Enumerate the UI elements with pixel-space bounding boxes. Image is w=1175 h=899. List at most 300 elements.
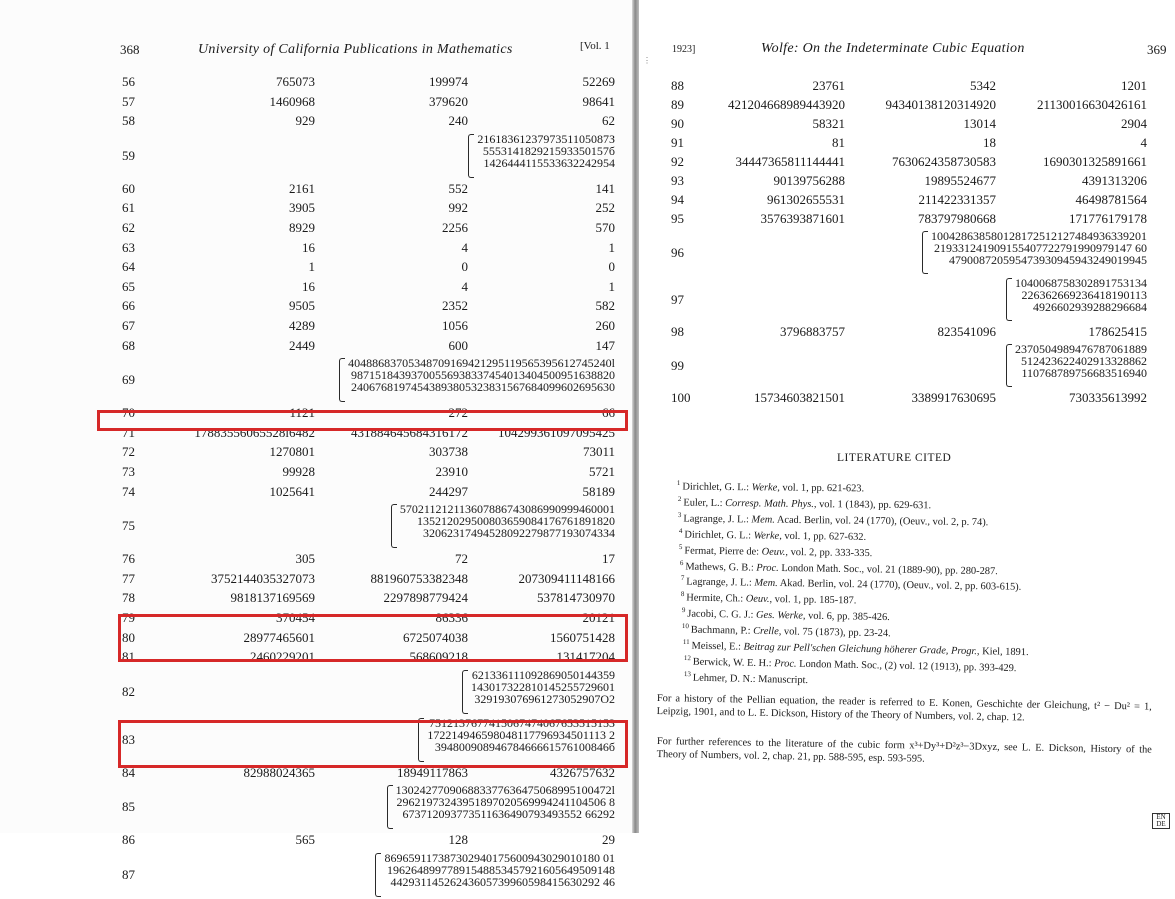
row-number: 57 [122,93,135,109]
value-line: 570211212113607886743086990999460001 [399,502,615,517]
reference-title: Oeuv. [745,593,770,606]
value-a: 99928 [282,464,315,479]
value-a: 421204668989443920 [728,97,845,112]
table-row [0,463,632,483]
row-number: 61 [122,200,135,216]
value-c: 2904 [1121,116,1147,131]
table-row [639,389,1175,408]
right-running-title: Wolfe: On the Indeterminate Cubic Equation [761,41,1025,56]
value-c: 62 [602,113,615,129]
reference-details: , vol. 2, pp. 333-335. [785,546,873,559]
value-c: 570 [595,220,615,235]
value-b: 1056 [442,318,468,333]
value-c: 582 [595,298,615,314]
reference-details: , vol. 75 (1873), pp. 23-24. [779,626,892,640]
row-number: 94 [671,192,684,207]
value-b: 568609218 [409,649,468,665]
table-row [0,93,632,113]
value-line: 44293114526243605739960598415630292 46 [390,875,615,889]
reference-author: Lagrange, J. L.: [685,576,755,590]
value-b: 244297 [429,483,468,499]
table-row [0,424,632,444]
value-a: 3576393871601 [760,211,845,226]
value-a: 1 [308,259,315,275]
reference-number: 8 [681,590,685,599]
table-row [639,342,1175,389]
value-b: 6725074038 [403,629,468,645]
value-line: 29621973243951897020569994241104506 8 [396,795,615,810]
value-c: 4326757632 [550,764,615,780]
value-b: 2352 [442,298,468,314]
value-line: 320623174945280922798771930743З4 [422,526,615,541]
value-a: 9818137169569 [230,590,315,606]
value-b: 600 [448,337,468,353]
value-a: 28977465601 [243,629,315,645]
table-row [0,550,632,570]
reference-details: Akad. Berlin, vol. 24 (1770), (Oeuv., vol. 2, pp. 603-615). [777,578,1021,594]
value-line: 555314182921593350157б [482,143,615,158]
row-number: 74 [122,483,135,499]
value-c: 20121 [582,610,615,625]
row-number: 79 [122,610,135,625]
reference-number: 1 [676,478,681,488]
reference-author: Dirichlet, G. L.: [684,529,754,542]
value-a: 90139756288 [773,173,845,188]
value-c: 52269 [582,74,615,89]
value-line: 1426444115533632242954 [483,155,615,170]
table-row [0,589,632,609]
reference-details: , Kiel, 1891. [976,646,1029,659]
value-a: 1025641 [269,483,315,499]
row-number: 92 [671,154,684,169]
value-c: 104299361097095425 [498,424,615,440]
note-pellian-history: For a history of the Pellian equation, the reader is referred to E. Konen, Geschichte der Gleichung, t² − Du² = 1, Leipzig, 1901, and to L. E. Dickson, History of the Theory of Numbers, vol. 2, chap. 12. [656,693,1152,723]
value-c: 1 [608,278,615,294]
reference-number: 10 [682,622,690,631]
row-number: 75 [122,518,135,534]
reference-number: 6 [679,558,684,567]
value-a: 15734603821501 [754,390,845,405]
table-row [0,764,632,784]
row-number: 68 [122,337,135,353]
value-line: 2370504989476787061889 [1015,342,1147,356]
value-line: 621336111092869050144359 [471,667,615,682]
row-number: 100 [671,390,691,405]
multi-line-value [1015,343,1147,379]
value-c: 537814730970 [537,590,615,606]
value-b: 5342 [970,78,996,93]
row-number: 93 [671,173,684,188]
value-a: 1460968 [269,93,315,109]
row-number: 71 [122,424,135,440]
value-line: 479008720595473930945943249019945 [949,253,1147,267]
reference-title: Proc. [756,562,779,574]
value-b: 4 [461,278,468,294]
value-line: 219331241909155407722791990979147 60 [934,241,1147,255]
brace-mark [462,670,468,714]
row-number: 97 [671,291,684,307]
value-a: 1270801 [269,444,315,460]
reference-title: Ges. Werke [755,609,803,622]
value-line: 130242770906883377636475068995100472l [395,783,615,798]
value-c: 207309411148166 [518,570,615,586]
brace-mark [1006,278,1012,321]
table-row [639,134,1175,153]
value-c: 260 [595,318,615,333]
value-a: 81 [832,135,845,150]
value-c: 17 [602,551,615,567]
reference-author: Fermat, Pierre de: [684,545,763,558]
table-row [0,258,632,278]
value-c: 66 [602,405,615,421]
brace-mark [375,853,381,897]
reference-details: Manuscript. [758,673,809,686]
row-number: 87 [122,867,135,882]
row-number: 69 [122,372,135,388]
table-row [639,323,1175,342]
value-b: 0 [461,259,468,275]
value-line: 98715184393700556938337454013404500951638820 [351,368,615,383]
reference-details: , vol. 6, pp. 385-426. [802,610,890,624]
value-c: 29 [602,832,615,848]
table-row [0,783,632,831]
note-cubic-form: For further references to the literature of the cubic form x³+Dy³+D²z³−3Dxyz, see L. E. Dickson, History of the Theory of Numbers, vol. 2, chap. 21, pp. 588-595, esp. 593-595. [656,736,1152,765]
value-a: 9505 [289,298,315,314]
reference-number: 11 [682,637,690,647]
row-number: 73 [122,464,135,479]
value-c: 98641 [582,93,615,109]
table-row [0,219,632,239]
row-number: 81 [122,649,135,665]
value-a: 370454 [276,610,315,625]
value-c: 178625415 [1088,324,1147,339]
value-b: 2297898779424 [383,590,468,606]
bleed-marks: ⋮ [643,56,651,65]
value-line: 100428638580128172512127484936339201 [931,229,1147,243]
reference-author: Euler, L.: [682,497,725,509]
value-a: 961302655531 [767,192,845,207]
reference-title: Mem. [753,578,778,590]
value-line: 110768789756683516940 [1021,366,1147,380]
value-a: 3752144035327073 [211,570,315,586]
value-b: 13014 [963,116,996,131]
table-row [0,132,632,180]
volume-label: [Vol. 1 [580,40,610,52]
value-a: 565 [295,832,315,848]
value-b: 18 [983,135,996,150]
row-number: 56 [122,74,135,89]
reference-number: 7 [680,574,685,583]
value-b: 128 [448,832,468,848]
value-c: 21130016630426161 [1036,97,1147,112]
table-row [0,317,632,337]
reference-number: 9 [681,606,686,615]
row-number: 85 [122,799,135,815]
brace-mark [922,231,928,274]
brace-mark [1006,344,1012,387]
table-row [0,629,632,649]
value-line: 39480090894678466661576100846б [434,739,615,754]
table-row [0,180,632,200]
row-number: 76 [122,551,135,567]
value-b: 2256 [442,220,468,235]
row-number: 95 [671,211,684,226]
table-row [0,831,632,851]
reference-author: Bachmann, P.: [691,624,754,637]
reference-details: , vol. 1, pp. 627-632. [778,530,866,543]
value-a: 2449 [289,337,315,353]
reference-number: 5 [679,542,683,551]
multi-line-value [348,357,615,393]
table-row [639,210,1175,229]
reference-number: 13 [683,669,692,678]
row-number: 78 [122,590,135,606]
value-line: 40488683705348709169421295119565395612745240l [348,356,615,371]
table-row [0,502,632,550]
row-number: 62 [122,220,135,235]
row-number: 83 [122,731,135,747]
value-b: 3389917630695 [911,390,996,405]
value-a: 765073 [276,74,315,89]
value-c: 46498781564 [1075,192,1147,207]
row-number: 66 [122,298,135,314]
row-number: 91 [671,135,684,150]
literature-heading: LITERATURE CITED [837,452,952,464]
brace-mark [391,504,397,548]
value-line: 1040068758302891753134 [1015,276,1147,290]
multi-line-value [400,503,615,539]
multi-line-value [1015,277,1147,313]
left-running-title: University of California Publications in Mathematics [198,42,513,57]
value-c: 1560751428 [550,629,615,645]
table-row [0,278,632,298]
value-line: 329193076961273052907O2 [474,691,615,706]
reference-number: 3 [678,510,682,519]
value-b: 94340138120314920 [885,97,996,112]
value-a: 3905 [289,200,315,216]
value-c: 1201 [1121,78,1147,93]
value-line: 172214946598048117796934501113 2 [427,727,615,742]
multi-line-value [384,852,615,888]
reference-details: London Math. Soc., vol. 21 (1889-90), pp. 280-287. [778,562,998,577]
table-row [0,73,632,93]
table-row [639,115,1175,134]
row-number: 72 [122,444,135,460]
value-a: 3796883757 [780,324,845,339]
value-b: 303738 [429,444,468,460]
reference-author: Lehmer, D. N.: [692,672,759,685]
value-b: 552 [448,180,468,196]
value-a: 82988024365 [243,764,315,780]
reference-title: Mem. [751,514,776,526]
table-row [639,153,1175,172]
table-row [0,668,632,716]
table-row [0,199,632,219]
multi-line-value [931,230,1147,266]
reference-author: Meissel, E.: [691,640,744,653]
multi-line-value [427,717,615,753]
row-number: 60 [122,180,135,196]
value-line: 869659117387302940175600943029010180 01 [384,851,615,865]
value-b: 240 [448,113,468,129]
reference-title: Corresp. Math. Phys. [724,497,814,510]
row-number: 98 [671,324,684,339]
year-label: 1923] [672,44,696,55]
value-b: 4 [461,239,468,255]
row-number: 77 [122,570,135,586]
table-row [639,172,1175,191]
table-row [0,483,632,503]
value-c: 73011 [582,444,615,460]
reference-item [684,668,809,687]
reference-author: Dirichlet, G. L.: [682,481,752,494]
reference-details: Acad. Berlin, vol. 24 (1770), (Oeuv., vol. 2, p. 74). [774,514,989,529]
value-c: 0 [608,259,615,275]
reference-details: London Math. Soc., (2) vol. 12 (1913), pp. 393-429. [796,658,1017,675]
row-number: 65 [122,278,135,294]
row-number: 89 [671,97,684,112]
value-line: 135212029500803659084176761891820 [417,514,615,529]
value-line: 19626489977891548853457921605649509148 [387,863,615,877]
right-page-number: 369 [1147,42,1167,57]
value-c: 171776179178 [1069,211,1147,226]
reference-title: Crelle [753,625,780,638]
value-line: 226362669236418190113 [1021,288,1147,302]
multi-line-value [471,669,615,705]
value-b: 23910 [435,464,468,479]
table-row [0,356,632,404]
value-c: 252 [595,200,615,216]
value-c: 58189 [582,483,615,499]
table-row [0,112,632,132]
table-row [0,609,632,629]
value-b: 992 [448,200,468,216]
value-a: 2460229201 [250,649,315,665]
value-line: 4926602939288296684 [1033,300,1147,314]
value-line: 512423622402913328862 [1021,354,1147,368]
table-row [0,648,632,668]
value-c: 1 [608,239,615,255]
value-a: 23761 [812,78,845,93]
value-b: 431884645684316172 [351,424,468,440]
brace-mark [387,785,393,829]
value-b: 379620 [429,93,468,109]
table-row [0,716,632,764]
row-number: 86 [122,832,135,848]
value-line: 143017322810145255729601 [471,679,615,694]
value-a: 58321 [812,116,845,131]
value-a: 305 [295,551,315,567]
table-row [0,851,632,899]
value-a: 16 [302,239,315,255]
reference-details: , vol. 1, pp. 185-187. [769,594,857,607]
reference-author: Berwick, W. E. H.: [692,656,774,670]
brace-mark [339,358,345,402]
reference-author: Mathews, G. B.: [685,561,757,574]
value-a: 16 [302,278,315,294]
reference-author: Jacobi, C. G. J.: [687,608,756,621]
reference-number: 2 [677,494,682,503]
row-number: 70 [122,405,135,421]
table-row [0,404,632,424]
value-b: 18949117863 [396,764,468,780]
value-c: 730335613992 [1069,390,1147,405]
table-row [0,239,632,259]
row-number: 84 [122,764,135,780]
value-line: 673712093773511636490793493552 66292 [402,807,615,822]
table-row [0,337,632,357]
brace-mark [418,718,424,762]
reference-title: Oeuv. [761,546,786,558]
table-row [639,77,1175,96]
value-c: 5721 [589,464,615,479]
value-a: 1121 [289,405,315,421]
value-b: 199974 [429,74,468,89]
value-b: 19895524677 [924,173,996,188]
row-number: 67 [122,318,135,333]
row-number: 59 [122,147,135,163]
value-b: 7630624358730583 [892,154,996,169]
value-a: 929 [295,113,315,129]
value-a: 17883556065528l6482 [194,424,315,440]
row-number: 99 [671,357,684,373]
table-row [0,297,632,317]
row-number: 64 [122,259,135,275]
reference-details: , vol. 1, pp. 621-623. [777,482,865,495]
value-a: 8929 [289,220,315,235]
value-a: 34447365811144441 [735,154,845,169]
translate-badge-icon[interactable]: EN DE [1152,813,1170,829]
row-number: 82 [122,683,135,699]
value-c: 4 [1140,135,1147,150]
row-number: 90 [671,116,684,131]
value-b: 72 [455,551,468,567]
table-row [639,191,1175,210]
row-number: 80 [122,629,135,645]
value-b: 823541096 [937,324,996,339]
value-b: 783797980668 [918,211,996,226]
brace-mark [468,134,474,178]
value-c: 131417204 [556,649,615,665]
value-line: 24067681974543893805323831567684099602695630 [351,380,615,395]
left-page-number: 368 [120,42,140,57]
reference-title: Proc. [773,658,797,670]
table-row [0,443,632,463]
row-number: 63 [122,239,135,255]
table-row [639,229,1175,276]
value-c: 1690301325891661 [1043,154,1147,169]
value-b: 211422331357 [918,192,996,207]
reference-author: Hermite, Ch.: [686,592,747,605]
reference-title: Werke [751,482,778,494]
value-c: 141 [595,180,615,196]
reference-number: 12 [683,653,691,663]
value-c: 4391313206 [1082,173,1147,188]
reference-number: 4 [678,526,683,535]
value-b: 881960753382348 [370,570,468,586]
value-b: 272 [448,405,468,421]
reference-author: Lagrange, J. L.: [683,513,752,526]
multi-line-value [477,133,615,169]
value-line: 751213767741506747406765351515З [428,715,615,730]
multi-line-value [396,784,615,820]
reference-details: , vol. 1 (1843), pp. 629-631. [813,498,931,512]
reference-title: Beitrag zur Pell'schen Gleichung höherer Grade, Progr. [743,641,978,658]
row-number: 96 [671,244,684,260]
book-gutter [632,0,639,833]
table-row [639,96,1175,115]
reference-title: Werke [753,530,780,542]
